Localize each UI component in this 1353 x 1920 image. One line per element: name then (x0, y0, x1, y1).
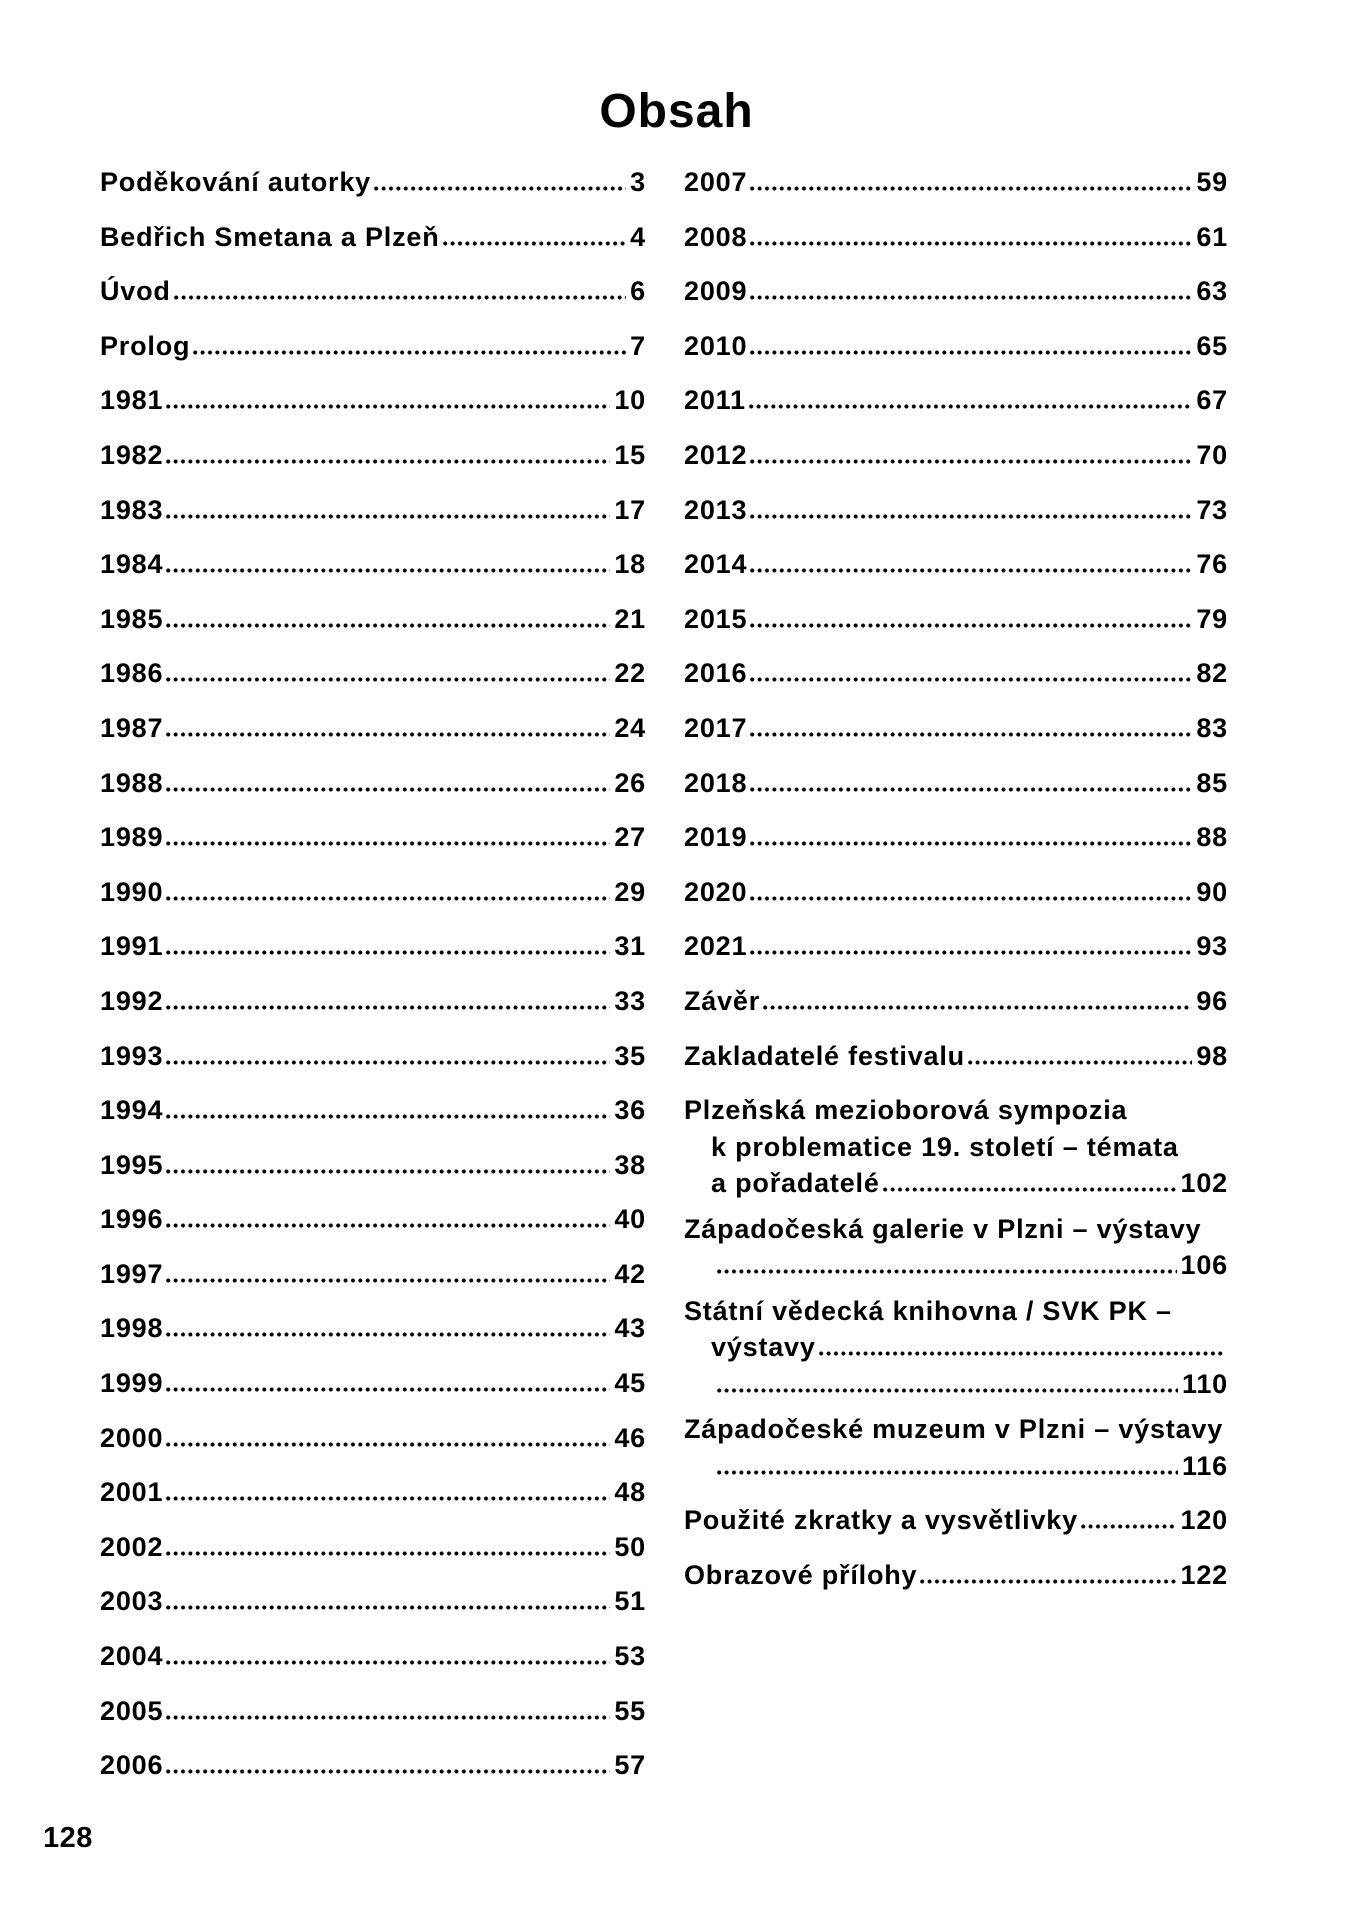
toc-entry-line (684, 1366, 1228, 1403)
toc-entry-label: Prolog (100, 330, 191, 361)
toc-entry (100, 756, 646, 811)
toc-entry-page: 59 (1196, 167, 1228, 197)
toc-entry-label: 1988 (100, 767, 164, 798)
toc-entry (684, 810, 1228, 865)
toc-entry-label: 2006 (100, 1750, 164, 1781)
toc-entry (684, 1493, 1228, 1548)
toc-entry (100, 592, 646, 647)
dot-leader (166, 568, 610, 573)
toc-entry-page: 53 (614, 1641, 646, 1672)
toc-entry-label: 2009 (684, 276, 748, 307)
toc-entry-page: 18 (614, 549, 646, 580)
toc-entry (100, 1247, 646, 1302)
toc-entry (100, 1684, 646, 1739)
toc-entry-page: 7 (630, 330, 646, 361)
toc-entry-label: 2018 (684, 767, 748, 798)
toc-entry-label: 2017 (684, 712, 748, 743)
toc-entry (100, 537, 646, 592)
toc-entry-label: 1984 (100, 549, 164, 580)
toc-entry-label: výstavy (711, 1332, 816, 1363)
toc-entry (100, 810, 646, 865)
toc-entry-page: 17 (614, 494, 646, 525)
dot-leader (166, 1223, 610, 1228)
toc-entry (100, 210, 646, 265)
toc-entry-page: 21 (614, 603, 646, 634)
toc-entry-label: 2008 (684, 221, 748, 252)
toc-entry (684, 428, 1228, 483)
dot-leader (166, 1715, 610, 1720)
toc-entry-page: 4 (630, 221, 646, 252)
toc-entry (100, 1301, 646, 1356)
dot-leader (750, 732, 1192, 737)
toc-entry-label: 1982 (100, 439, 164, 470)
toc-entry-label: 2001 (100, 1477, 164, 1508)
toc-entry (684, 1092, 1228, 1202)
toc-entry-label: 1998 (100, 1313, 164, 1344)
toc-entry-page: 106 (1180, 1250, 1228, 1281)
toc-entry-label: 2002 (100, 1531, 164, 1562)
toc-entry-page: 27 (614, 822, 646, 853)
toc-entry-label: 1991 (100, 931, 164, 962)
dot-leader (193, 350, 626, 355)
toc-entry (684, 1411, 1228, 1484)
toc-entry (100, 1192, 646, 1247)
toc-entry (100, 1083, 646, 1138)
toc-entry (684, 974, 1228, 1029)
dot-leader (166, 1660, 610, 1665)
toc-entry-label: Závěr (684, 985, 761, 1016)
toc-entry-page: 48 (614, 1477, 646, 1508)
toc-entry-page: 36 (614, 1095, 646, 1126)
dot-leader (750, 950, 1192, 955)
toc-entry-label: Státní vědecká knihovna / SVK PK – (684, 1295, 1172, 1326)
toc-entry-label: 1999 (100, 1368, 164, 1399)
toc-entry-page: 15 (614, 439, 646, 470)
dot-leader (166, 1551, 610, 1556)
dot-leader (750, 677, 1192, 682)
toc-entry-page: 22 (614, 658, 646, 689)
toc-entry-label: 2007 (684, 167, 748, 197)
toc-entry (684, 483, 1228, 538)
toc-entry-label: 2005 (100, 1695, 164, 1726)
toc-entry-label: 2012 (684, 439, 748, 470)
toc-entry-page: 70 (1196, 439, 1228, 470)
dot-leader (763, 1005, 1192, 1010)
dot-leader (819, 1351, 1224, 1356)
toc-entry-page: 57 (614, 1750, 646, 1781)
toc-entry-page: 65 (1196, 330, 1228, 361)
toc-entry (100, 483, 646, 538)
toc-entry-line (684, 1411, 1228, 1448)
toc-entry-page: 120 (1180, 1505, 1228, 1536)
dot-leader (749, 404, 1193, 409)
toc-entry-page: 40 (614, 1204, 646, 1235)
toc-entry-page: 29 (614, 876, 646, 907)
toc-entry-page: 82 (1196, 658, 1228, 689)
toc-entry-page: 10 (614, 385, 646, 416)
toc-entry (100, 865, 646, 920)
toc-entry-page: 76 (1196, 549, 1228, 580)
dot-leader (883, 1187, 1177, 1192)
toc-entry-page: 31 (614, 931, 646, 962)
toc-entry-page: 67 (1196, 385, 1228, 416)
dot-leader (750, 186, 1192, 191)
toc-entry-page: 46 (614, 1422, 646, 1453)
toc-entry-page: 110 (1182, 1368, 1228, 1399)
toc-entry (100, 1411, 646, 1466)
dot-leader (717, 1470, 1178, 1475)
toc-entry (684, 701, 1228, 756)
toc-entry (684, 319, 1228, 374)
toc-entry (100, 1465, 646, 1520)
toc-entry (684, 592, 1228, 647)
toc-entry-line (684, 1329, 1228, 1366)
toc-entry-page: 122 (1180, 1559, 1228, 1590)
toc-entry-page: 3 (630, 167, 646, 197)
dot-leader (750, 350, 1192, 355)
dot-leader (166, 841, 610, 846)
dot-leader (166, 1496, 610, 1501)
toc-entry-label: 2013 (684, 494, 748, 525)
toc-entry-line (684, 1448, 1228, 1485)
toc-entry-page: 33 (614, 985, 646, 1016)
toc-entry-page: 55 (614, 1695, 646, 1726)
toc-entry-label: Poděkování autorky (100, 167, 371, 197)
toc-entry (100, 264, 646, 319)
toc-entry-line (684, 1211, 1228, 1248)
dot-leader (166, 1278, 610, 1283)
toc-entry-page: 93 (1196, 931, 1228, 962)
toc-entry (684, 264, 1228, 319)
toc-entry (100, 1574, 646, 1629)
toc-entry (684, 155, 1228, 210)
toc-entry-label: 1985 (100, 603, 164, 634)
toc-entry (684, 1211, 1228, 1284)
dot-leader (920, 1579, 1176, 1584)
toc-entry (100, 428, 646, 483)
dot-leader (750, 241, 1192, 246)
toc-entry-page: 83 (1196, 712, 1228, 743)
toc-entry-page: 88 (1196, 822, 1228, 853)
toc-entry-label: Bedřich Smetana a Plzeň (100, 221, 440, 252)
toc-entry-page: 90 (1196, 876, 1228, 907)
dot-leader (750, 295, 1192, 300)
dot-leader (750, 787, 1192, 792)
toc-entry-line (684, 1293, 1228, 1330)
toc-entry-line (684, 1165, 1228, 1202)
toc-entry-label: 2000 (100, 1422, 164, 1453)
toc-entry-page: 45 (614, 1368, 646, 1399)
toc-entry-label: 1996 (100, 1204, 164, 1235)
dot-leader (166, 1332, 610, 1337)
toc-entry-label: 2020 (684, 876, 748, 907)
dot-leader (166, 514, 610, 519)
dot-leader (166, 1114, 610, 1119)
toc-entry-label: 1992 (100, 985, 164, 1016)
dot-leader (166, 404, 610, 409)
toc-entry (100, 1029, 646, 1084)
toc-entry-label: Západočeské muzeum v Plzni – výstavy (684, 1414, 1224, 1445)
toc-entry-label: Plzeňská mezioborová sympozia (684, 1095, 1128, 1126)
dot-leader (750, 568, 1192, 573)
page-title: Obsah (599, 85, 754, 138)
toc-entry-page: 6 (630, 276, 646, 307)
toc-entry-label: 2011 (684, 385, 746, 416)
toc-entry (684, 1293, 1228, 1403)
toc-entry (684, 373, 1228, 428)
dot-leader (166, 677, 610, 682)
dot-leader (166, 1387, 610, 1392)
dot-leader (750, 841, 1192, 846)
dot-leader (166, 1060, 610, 1065)
toc-entry (100, 1520, 646, 1575)
toc-entry-page: 63 (1196, 276, 1228, 307)
toc-entry-label: 2015 (684, 603, 748, 634)
dot-leader (166, 1442, 610, 1447)
toc-entry (100, 1356, 646, 1411)
toc-entry (100, 1138, 646, 1193)
dot-leader (750, 459, 1192, 464)
toc-entry-line (684, 1129, 1228, 1166)
toc-entry (684, 1029, 1228, 1084)
toc-entry-page: 61 (1196, 221, 1228, 252)
dot-leader (166, 950, 610, 955)
dot-leader (166, 732, 610, 737)
toc-entry (684, 865, 1228, 920)
toc-entry-label: Úvod (100, 276, 171, 307)
toc-entry-page: 85 (1196, 767, 1228, 798)
toc-entry-page: 26 (614, 767, 646, 798)
toc-entry (100, 1629, 646, 1684)
dot-leader (717, 1269, 1177, 1274)
toc-entry-page: 35 (614, 1040, 646, 1071)
toc-entry-label: 2014 (684, 549, 748, 580)
toc-entry-label: 1993 (100, 1040, 164, 1071)
dot-leader (717, 1388, 1178, 1393)
toc-column-right (684, 155, 1228, 1602)
dot-leader (968, 1060, 1192, 1065)
toc-entry-line (684, 1247, 1228, 1284)
toc-entry (100, 373, 646, 428)
toc-entry-label: 2004 (100, 1641, 164, 1672)
toc-entry-page: 73 (1196, 494, 1228, 525)
toc-entry-label: Použité zkratky a vysvětlivky (684, 1505, 1078, 1536)
toc-entry-label: 1994 (100, 1095, 164, 1126)
toc-entry (684, 1548, 1228, 1603)
toc-entry (100, 919, 646, 974)
toc-entry-page: 42 (614, 1258, 646, 1289)
toc-entry-label: 2016 (684, 658, 748, 689)
toc-entry-label: 2010 (684, 330, 748, 361)
dot-leader (750, 896, 1192, 901)
dot-leader (166, 459, 610, 464)
toc-entry-page: 51 (614, 1586, 646, 1617)
dot-leader (443, 241, 627, 246)
dot-leader (750, 514, 1192, 519)
dot-leader (166, 896, 610, 901)
toc-entry-label: 1997 (100, 1258, 164, 1289)
dot-leader (166, 787, 610, 792)
toc-entry-label: 2019 (684, 822, 748, 853)
dot-leader (166, 1605, 610, 1610)
toc-entry-label: 2021 (684, 931, 748, 962)
toc-entry (100, 1738, 646, 1793)
toc-entry (684, 919, 1228, 974)
toc-entry (100, 974, 646, 1029)
toc-entry-page: 98 (1196, 1040, 1228, 1071)
toc-entry-page: 43 (614, 1313, 646, 1344)
dot-leader (750, 623, 1192, 628)
dot-leader (174, 295, 626, 300)
page-number: 128 (43, 1822, 93, 1854)
toc-entry-page: 102 (1180, 1168, 1228, 1199)
dot-leader (166, 1769, 610, 1774)
dot-leader (374, 186, 626, 191)
toc-entry-label: 2003 (100, 1586, 164, 1617)
toc-entry (100, 155, 646, 210)
toc-entry-page: 38 (614, 1149, 646, 1180)
dot-leader (1081, 1524, 1177, 1529)
toc-entry-label: 1983 (100, 494, 164, 525)
toc-entry (684, 646, 1228, 701)
toc-entry (684, 210, 1228, 265)
toc-entry-label: 1995 (100, 1149, 164, 1180)
dot-leader (166, 1005, 610, 1010)
toc-entry-label: 1990 (100, 876, 164, 907)
toc-entry (100, 646, 646, 701)
toc-entry-label: 1987 (100, 712, 164, 743)
toc-entry-page: 96 (1196, 985, 1228, 1016)
toc-entry-page: 50 (614, 1531, 646, 1562)
toc-entry-label: k problematice 19. století – témata (711, 1131, 1179, 1162)
toc-entry (684, 756, 1228, 811)
toc-entry-label: Obrazové přílohy (684, 1559, 918, 1590)
toc-entry (684, 537, 1228, 592)
toc-entry-label: Zakladatelé festivalu (684, 1040, 965, 1071)
toc-entry-label: 1981 (100, 385, 164, 416)
toc-entry (100, 701, 646, 756)
dot-leader (166, 623, 610, 628)
toc-entry-page: 79 (1196, 603, 1228, 634)
toc-entry-label: a pořadatelé (711, 1168, 880, 1199)
toc-column-left (100, 155, 646, 1793)
toc-entry-label: Západočeská galerie v Plzni – výstavy (684, 1213, 1202, 1244)
toc-entry-page: 24 (614, 712, 646, 743)
toc-entry (100, 319, 646, 374)
toc-entry-label: 1986 (100, 658, 164, 689)
dot-leader (166, 1169, 610, 1174)
toc-entry-page: 116 (1182, 1450, 1228, 1481)
toc-entry-label: 1989 (100, 822, 164, 853)
toc-entry-line (684, 1092, 1228, 1129)
